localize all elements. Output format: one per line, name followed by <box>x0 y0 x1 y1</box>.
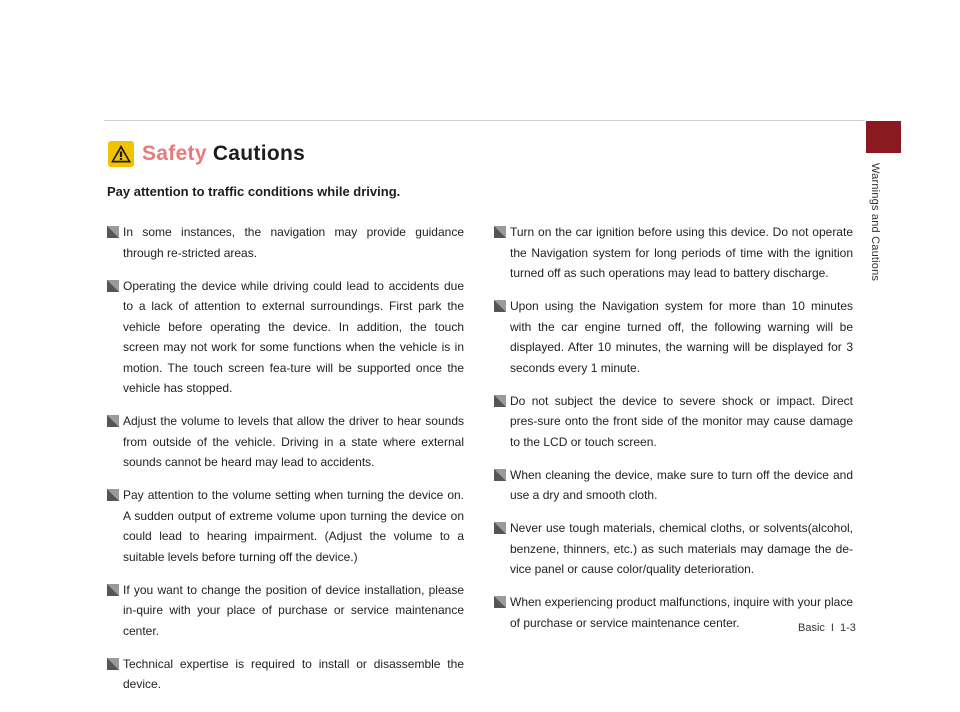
caution-item <box>494 391 853 453</box>
note-bullet-icon <box>494 522 506 534</box>
section-subheading: Pay attention to traffic conditions while driving. <box>107 184 401 199</box>
footer-separator: I <box>830 622 834 634</box>
note-bullet-icon <box>494 469 506 481</box>
warning-triangle-icon <box>108 141 134 167</box>
chapter-tab-label: Warnings and Cautions <box>869 163 881 282</box>
caution-item <box>107 411 464 473</box>
caution-text: Turn on the car ignition before using this device. Do not operate the Navigation system for long periods of time with the ignition turned off as such operations may lead to battery discharge. <box>510 225 853 280</box>
note-bullet-icon <box>107 658 119 670</box>
caution-text: Upon using the Navigation system for more than 10 minutes with the car engine turned off, the following warning will be displayed. After 10 minutes, the warning will be displayed for 3 seconds every 1 minute. <box>510 299 853 375</box>
caution-text: If you want to change the position of device installation, please in-quire with your place of purchase or service maintenance center. <box>123 582 464 638</box>
title-safety: Safety <box>142 142 207 165</box>
caution-text: When cleaning the device, make sure to turn off the device and use a dry and smooth cloth. <box>510 467 853 502</box>
note-bullet-icon <box>107 226 119 238</box>
caution-item <box>107 580 464 642</box>
caution-item <box>107 485 464 567</box>
chapter-tab-marker <box>866 121 901 153</box>
note-bullet-icon <box>494 300 506 312</box>
note-bullet-icon <box>107 584 119 596</box>
top-divider <box>104 120 864 121</box>
right-column <box>494 222 853 646</box>
page-number: 1-3 <box>839 622 856 634</box>
caution-item <box>494 518 853 580</box>
caution-text: When experiencing product malfunctions, inquire with your place of purchase or service maintenance center. <box>510 595 853 630</box>
left-column <box>107 222 464 707</box>
caution-text: Do not subject the device to severe shock or impact. Direct pres-sure onto the front side of the monitor may cause damage to the LCD or touch screen. <box>510 393 853 449</box>
caution-text: Never use tough materials, chemical cloths, or solvents(alcohol, benzene, thinners, etc.) as such materials may damage the de-vice panel or cause color/quality deterioration. <box>510 521 853 576</box>
caution-item <box>494 222 853 284</box>
note-bullet-icon <box>107 280 119 292</box>
caution-item <box>494 465 853 506</box>
title-cautions: Cautions <box>212 142 306 165</box>
caution-item <box>107 654 464 695</box>
caution-item <box>107 276 464 399</box>
note-bullet-icon <box>494 226 506 238</box>
note-bullet-icon <box>494 596 506 608</box>
note-bullet-icon <box>107 489 119 501</box>
caution-text: Pay attention to the volume setting when turning the device on. A sudden output of extreme volume upon turning the device on could lead to hearing impairment. (Adjust the volume to a suitable levels before turning off the device.) <box>123 488 464 564</box>
page-footer <box>798 622 856 634</box>
caution-text: In some instances, the navigation may provide guidance through re-stricted areas. <box>123 225 464 260</box>
note-bullet-icon <box>494 395 506 407</box>
note-bullet-icon <box>107 415 119 427</box>
caution-text: Technical expertise is required to install or disassemble the device. <box>123 656 464 691</box>
caution-text: Operating the device while driving could lead to accidents due to a lack of attention to external surroundings. First park the vehicle before operating the device. In addition, the touch screen may not work for some functions when the vehicle is in motion. The touch screen fea-ture will be supported once the vehicle has stopped. <box>123 278 464 395</box>
page-title <box>108 140 305 168</box>
caution-text: Adjust the volume to levels that allow the driver to hear sounds from outside of the vehicle. Driving in a state where external sounds cannot be heard may lead to accidents. <box>123 414 464 469</box>
caution-item <box>494 296 853 378</box>
footer-section: Basic <box>798 622 825 634</box>
caution-item <box>107 222 464 263</box>
